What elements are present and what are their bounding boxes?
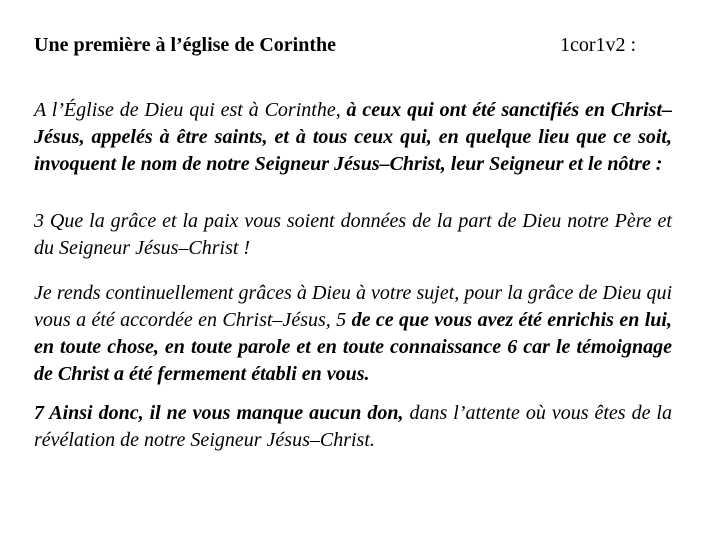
verse-reference: 1cor1v2 : (560, 34, 637, 56)
paragraph-4-bold: 7 Ainsi donc, il ne vous manque aucun don, (34, 402, 404, 424)
paragraph-3-bold: de ce que vous avez été enrichis en lui, en toute chose, en toute parole et en toute connaissance 6 car le témoignage de Christ a été fermement établi en vous. (34, 309, 672, 385)
paragraph-3-plain: Je rends continuellement grâces à Dieu à votre sujet, pour la grâce de Dieu qui vous a été accordée en Christ–Jésus, 5 (34, 282, 672, 331)
paragraph-2 (34, 208, 672, 262)
paragraph-4 (34, 400, 672, 454)
paragraph-1-bold: à ceux qui ont été sanctifiés en Christ–Jésus, appelés à être saints, et à tous ceux qui, en quelque lieu que ce soit, invoquent le nom de notre Seigneur Jésus–Christ, leur Seigneur et le nôtre : (34, 99, 672, 175)
page-title: Une première à l’église de Corinthe (34, 34, 336, 56)
paragraph-2-plain: 3 Que la grâce et la paix vous soient données de la part de Dieu notre Père et du Seigneur Jésus–Christ ! (34, 210, 672, 259)
paragraph-3 (34, 280, 672, 388)
header (34, 34, 664, 62)
paragraph-1 (34, 97, 672, 178)
paragraph-1-plain: A l’Église de Dieu qui est à Corinthe, (34, 99, 347, 121)
paragraph-4-plain: dans l’attente où vous êtes de la révélation de notre Seigneur Jésus–Christ. (34, 402, 672, 451)
